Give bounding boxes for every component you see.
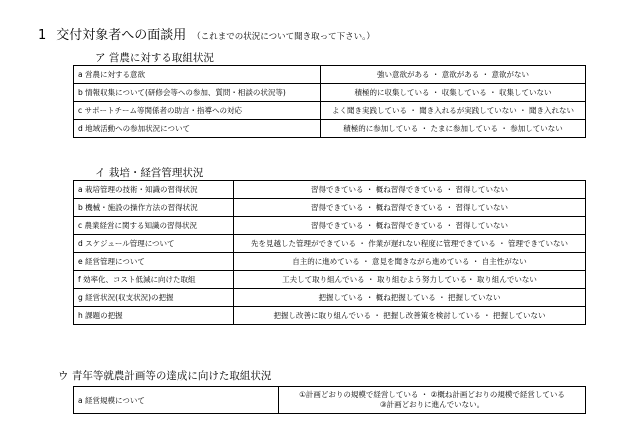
row-options: 習得できている ・ 概ね習得できている ・ 習得していない xyxy=(234,217,586,235)
table-row xyxy=(74,199,586,217)
part-u-table xyxy=(73,386,586,414)
row-item: d スケジュール管理について xyxy=(74,235,234,253)
table-row xyxy=(74,217,586,235)
table-row xyxy=(74,66,586,84)
section-title xyxy=(38,24,375,43)
row-options: 積極的に収集している ・ 収集している ・ 収集していない xyxy=(321,84,586,102)
table-row xyxy=(74,253,586,271)
table-row xyxy=(74,102,586,120)
part-i-table xyxy=(73,180,586,325)
row-item: b 機械・施設の操作方法の習得状況 xyxy=(74,199,234,217)
row-options: よく聞き実践している ・ 聞き入れるが実践していない ・ 聞き入れない xyxy=(321,102,586,120)
row-item: b 情報収集について(研修会等への参加、質問・相談の状況等) xyxy=(74,84,321,102)
table-row xyxy=(74,271,586,289)
row-options: 把握している ・ 概ね把握している ・ 把握していない xyxy=(234,289,586,307)
row-options: 強い意欲がある ・ 意欲がある ・ 意欲がない xyxy=(321,66,586,84)
table-row xyxy=(74,289,586,307)
table-row xyxy=(74,84,586,102)
section-title-text: 交付対象者への面談用 xyxy=(56,28,187,43)
row-item: c 農業経営に関する知識の習得状況 xyxy=(74,217,234,235)
row-options: 積極的に参加している ・ たまに参加している ・ 参加していない xyxy=(321,120,586,138)
part-i-heading: イ 栽培・経営管理状況 xyxy=(95,167,204,179)
row-options: 習得できている ・ 概ね習得できている ・ 習得していない xyxy=(234,181,586,199)
section-number: 1 xyxy=(38,28,47,43)
row-item: g 経営状況(収支状況)の把握 xyxy=(74,289,234,307)
part-a-table xyxy=(73,65,586,138)
part-u-heading: ウ 青年等就農計画等の達成に向けた取組状況 xyxy=(58,370,272,382)
row-options-line1: ①計画どおりの規模で経営している ・ ②概ね計画どおりの規模で経営している xyxy=(299,390,565,400)
section-note: （これまでの状況について聞き取って下さい。） xyxy=(192,32,375,42)
table-row xyxy=(74,120,586,138)
table-row xyxy=(74,307,586,325)
part-a-heading: ア 営農に対する取組状況 xyxy=(95,52,214,64)
row-item: d 地域活動への参加状況について xyxy=(74,120,321,138)
row-options: 先を見越した管理ができている ・ 作業が遅れない程度に管理できている ・ 管理できていない xyxy=(234,235,586,253)
table-row xyxy=(74,387,586,414)
row-item: e 経営管理について xyxy=(74,253,234,271)
row-options: 工夫して取り組んでいる ・ 取り組むよう努力している・ 取り組んでいない xyxy=(234,271,586,289)
row-options: 自主的に進めている ・ 意見を聞きながら進めている ・ 自主性がない xyxy=(234,253,586,271)
row-item: a 栽培管理の技術・知識の習得状況 xyxy=(74,181,234,199)
row-item: a 経営規模について xyxy=(74,387,279,414)
row-options xyxy=(279,387,586,414)
row-options: 習得できている ・ 概ね習得できている ・ 習得していない xyxy=(234,199,586,217)
row-item: f 効率化、コスト低減に向けた取組 xyxy=(74,271,234,289)
row-item: h 課題の把握 xyxy=(74,307,234,325)
table-row xyxy=(74,181,586,199)
row-item: a 営農に対する意欲 xyxy=(74,66,321,84)
table-row xyxy=(74,235,586,253)
row-options: 把握し改善に取り組んでいる ・ 把握し改善策を検討している ・ 把握していない xyxy=(234,307,586,325)
row-item: c サポートチーム等関係者の助言・指導への対応 xyxy=(74,102,321,120)
row-options-line2: ③計画どおりに進んでいない。 xyxy=(379,400,485,409)
